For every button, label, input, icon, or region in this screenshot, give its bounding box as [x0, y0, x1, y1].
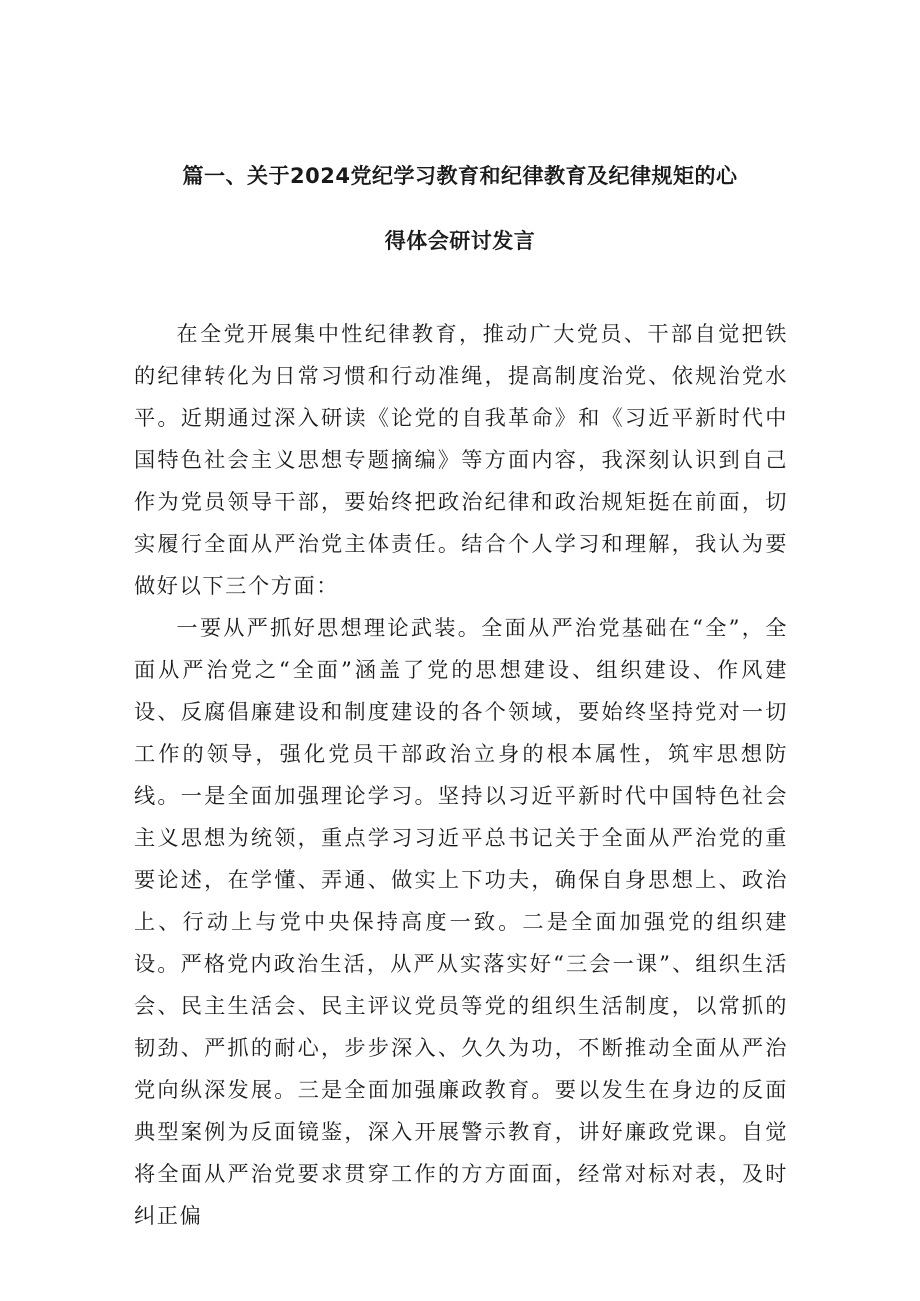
title-line-2: 得体会研讨发言 — [384, 229, 536, 253]
paragraph-intro: 在全党开展集中性纪律教育，推动广大党员、干部自觉把铁的纪律转化为日常习惯和行动准绳，提高制度治党、依规治党水平。近期通过深入研读《论党的自我革命》和《习近平新时代中国特色社会主义思想专题摘编》等方面内容，我深刻认识到自己作为党员领导干部，要始终把政治纪律和政治规矩挺在前面，切实履行全面从严治党主体责任。结合个人学习和理解，我认为要做好以下三个方面： — [134, 321, 788, 598]
document-body — [134, 313, 788, 1237]
paragraph-point-one: 一要从严抓好思想理论武装。全面从严治党基础在“全”，全面从严治党之“全面”涵盖了党的思想建设、组织建设、作风建设、反腐倡廉建设和制度建设的各个领域，要始终坚持党对一切工作的领导，强化党员干部政治立身的根本属性，筑牢思想防线。一是全面加强理论学习。坚持以习近平新时代中国特色社会主义思想为统领，重点学习习近平总书记关于全面从严治党的重要论述，在学懂、弄通、做实上下功夫，确保自身思想上、政治上、行动上与党中央保持高度一致。二是全面加强党的组织建设。严格党内政治生活，从严从实落实好“三会一课”、组织生活会、民主生活会、民主评议党员等党的组织生活制度，以常抓的韧劲、严抓的耐心，步步深入、久久为功，不断推动全面从严治党向纵深发展。三是全面加强廉政教育。要以发生在身边的反面典型案例为反面镜鉴，深入开展警示教育，讲好廉政党课。自觉将全面从严治党要求贯穿工作的方方面面，经常对标对表，及时纠正偏 — [134, 615, 788, 1228]
document-title — [130, 144, 790, 274]
title-line-1: 篇一、关于2024党纪学习教育和纪律教育及纪律规矩的心 — [182, 164, 738, 188]
